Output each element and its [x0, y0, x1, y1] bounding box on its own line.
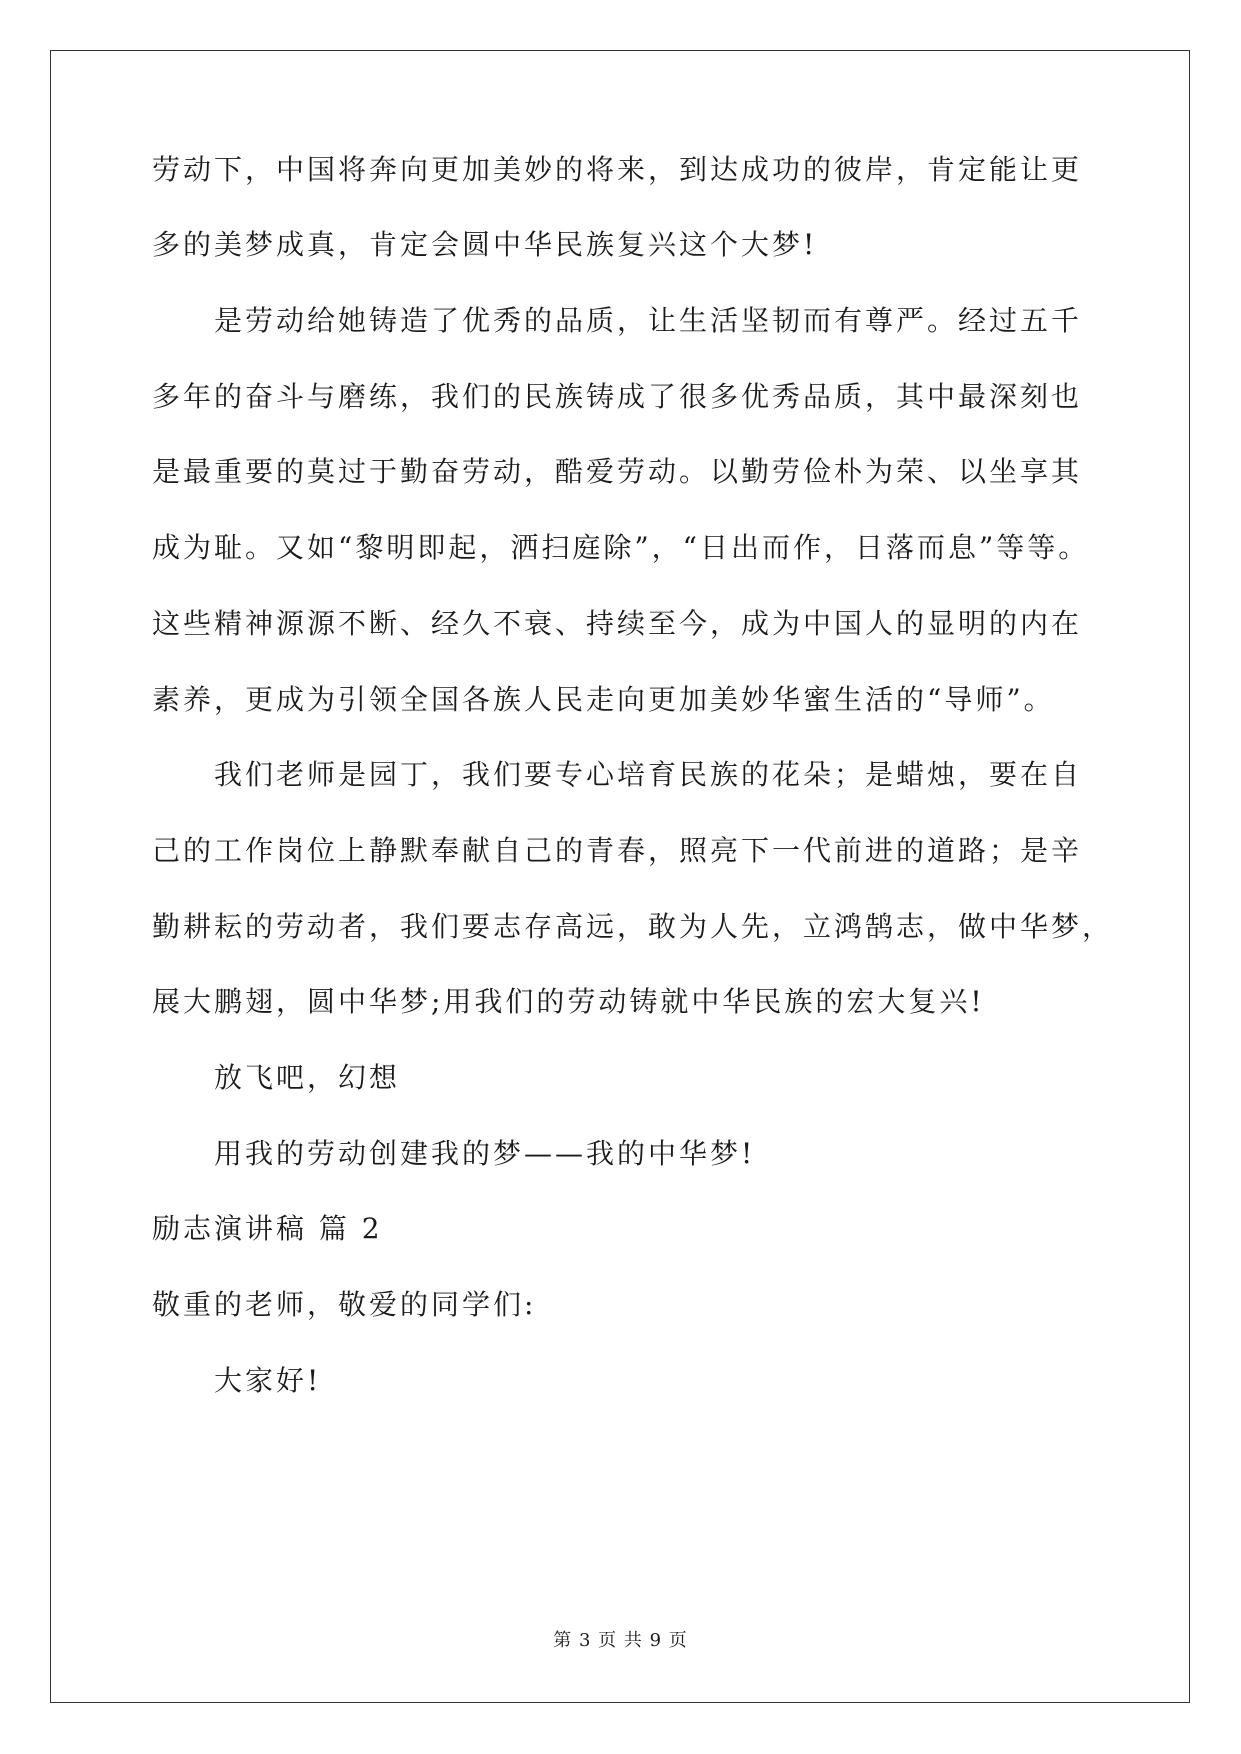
greeting: 大家好!	[214, 1364, 322, 1397]
paragraph-3-line-2: 己的工作岗位上静默奉献自己的青春，照亮下一代前进的道路；是辛	[152, 834, 1083, 867]
paragraph-2-line-5: 这些精神源源不断、经久不衰、持续至今，成为中国人的显明的内在	[152, 607, 1083, 640]
section-heading: 励志演讲稿 篇 2	[152, 1212, 383, 1245]
paragraph-2-line-1: 是劳动给她铸造了优秀的品质，让生活坚韧而有尊严。经过五千	[214, 304, 1083, 337]
paragraph-2-line-4: 成为耻。又如“黎明即起，洒扫庭除”，“日出而作，日落而息”等等。	[152, 531, 1090, 564]
paragraph-5: 用我的劳动创建我的梦——我的中华梦!	[214, 1137, 756, 1170]
paragraph-2-line-2: 多年的奋斗与磨练，我们的民族铸成了很多优秀品质，其中最深刻也	[152, 380, 1083, 413]
page-border	[50, 50, 1190, 1703]
paragraph-3-line-1: 我们老师是园丁，我们要专心培育民族的花朵；是蜡烛，要在自	[214, 758, 1083, 791]
paragraph-2-line-6: 素养，更成为引领全国各族人民走向更加美妙华蜜生活的“导师”。	[152, 683, 1055, 716]
paragraph-3-line-3: 勤耕耘的劳动者，我们要志存高远，敢为人先，立鸿鹄志，做中华梦，	[152, 910, 1114, 943]
body-line-1: 劳动下，中国将奔向更加美妙的将来，到达成功的彼岸，肯定能让更	[152, 153, 1083, 186]
paragraph-4: 放飞吧，幻想	[214, 1061, 401, 1094]
paragraph-3-line-4: 展大鹏翅，圆中华梦;用我们的劳动铸就中华民族的宏大复兴!	[152, 985, 985, 1018]
salutation: 敬重的老师，敬爱的同学们:	[152, 1288, 537, 1321]
body-line-2: 多的美梦成真，肯定会圆中华民族复兴这个大梦!	[152, 228, 818, 261]
page-number: 第 3 页 共 9 页	[553, 1630, 688, 1651]
paragraph-2-line-3: 是最重要的莫过于勤奋劳动，酷爱劳动。以勤劳俭朴为荣、以坐享其	[152, 455, 1083, 488]
